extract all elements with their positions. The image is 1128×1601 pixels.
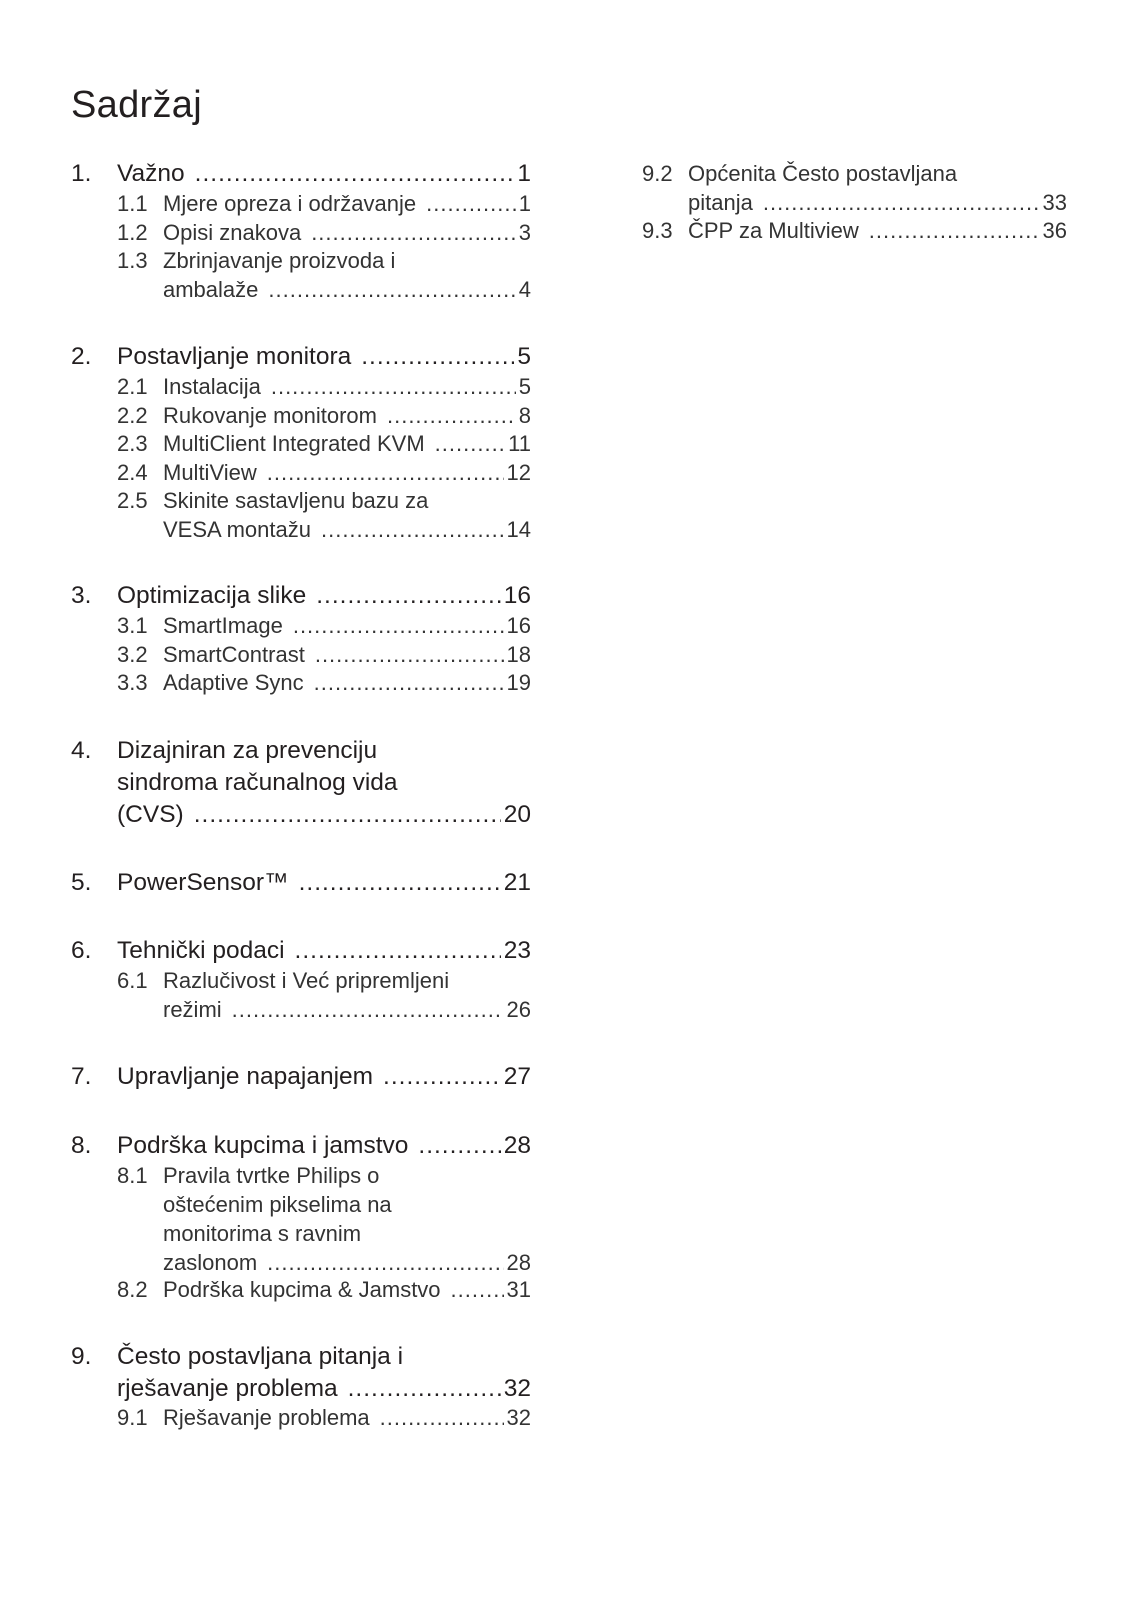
subsection-title: Općenita Često postavljana xyxy=(688,161,958,186)
subsection-number: 2.1 xyxy=(117,374,148,399)
toc-section-line xyxy=(71,735,531,767)
subsection-number: 2.2 xyxy=(117,402,148,428)
page-number: 16 xyxy=(506,613,531,638)
section-title: PowerSensor™ xyxy=(117,869,289,896)
section-number: 2. xyxy=(71,343,92,370)
dot-leader xyxy=(383,1061,501,1093)
page-number: 32 xyxy=(506,1405,531,1430)
dot-leader xyxy=(380,1403,504,1432)
section-title: Tehnički podaci xyxy=(117,937,285,964)
section-title: Dizajniran za prevenciju xyxy=(117,737,378,764)
dot-leader xyxy=(387,401,516,430)
dot-leader xyxy=(267,458,504,487)
subsection-number: 3.1 xyxy=(117,613,148,638)
dot-leader xyxy=(315,640,504,669)
section-title: Često postavljana pitanja i xyxy=(117,1343,404,1370)
page-number: 28 xyxy=(503,1132,531,1159)
subsection-title: ČPP za Multiview xyxy=(688,218,859,244)
toc-subsection-line xyxy=(71,515,531,544)
toc-section-line xyxy=(71,1061,531,1093)
page-number: 16 xyxy=(503,582,531,609)
toc-subsection-line xyxy=(71,486,531,515)
toc-subsection-line xyxy=(642,188,1067,217)
toc-subsection[interactable] xyxy=(71,372,531,401)
page-number: 21 xyxy=(503,869,531,896)
subsection-number: 3.2 xyxy=(117,641,148,667)
subsection-title: ambalaže xyxy=(163,277,259,303)
toc-section-line xyxy=(71,580,531,612)
subsection-title: pitanja xyxy=(688,190,753,215)
subsection-title: režimi xyxy=(163,997,222,1022)
page-number: 26 xyxy=(506,997,531,1022)
page-number: 19 xyxy=(506,670,531,696)
subsection-title: oštećenim pikselima na xyxy=(163,1192,392,1217)
dot-leader xyxy=(426,189,516,218)
toc-subsection-line xyxy=(71,401,531,430)
toc-section-line xyxy=(71,767,531,799)
toc-subsection[interactable] xyxy=(71,401,531,430)
toc-subsection-line xyxy=(71,275,531,304)
subsection-number: 9.2 xyxy=(642,161,673,186)
toc-subsection-line xyxy=(71,611,531,640)
subsection-number: 9.3 xyxy=(642,218,673,244)
dot-leader xyxy=(869,216,1040,245)
toc-subsection-line xyxy=(71,1248,531,1277)
dot-leader xyxy=(321,515,504,544)
toc-subsection[interactable] xyxy=(71,611,531,640)
toc-section-line xyxy=(71,867,531,899)
page-number: 5 xyxy=(518,374,531,399)
dot-leader xyxy=(348,1373,501,1405)
toc-section-line xyxy=(71,1341,531,1373)
page-number: 11 xyxy=(508,431,531,457)
toc-section[interactable] xyxy=(71,867,531,899)
toc-section[interactable] xyxy=(71,1130,531,1162)
dot-leader xyxy=(299,867,501,899)
subsection-title: Adaptive Sync xyxy=(163,670,304,696)
subsection-title: MultiClient Integrated KVM xyxy=(163,431,425,457)
page-number: 12 xyxy=(506,459,531,485)
toc-subsection-line xyxy=(71,458,531,487)
toc-section[interactable] xyxy=(71,735,531,831)
subsection-title: Opisi znakova xyxy=(163,219,302,245)
subsection-title: SmartImage xyxy=(163,613,283,638)
toc-subsection[interactable] xyxy=(71,1275,531,1304)
toc-section[interactable] xyxy=(71,341,531,373)
toc-section-line xyxy=(71,1130,531,1162)
subsection-number: 1.1 xyxy=(117,191,148,216)
page-number: 1 xyxy=(518,191,531,216)
section-title: (CVS) xyxy=(117,801,184,828)
page-number: 8 xyxy=(518,402,531,428)
subsection-number: 2.4 xyxy=(117,459,148,485)
page-number: 14 xyxy=(506,517,531,543)
section-title: Postavljanje monitora xyxy=(117,343,352,370)
subsection-number: 3.3 xyxy=(117,670,148,696)
section-number: 7. xyxy=(71,1063,92,1090)
section-title: Važno xyxy=(117,160,185,187)
toc-subsection-line xyxy=(71,1403,531,1432)
toc-subsection-line xyxy=(71,1190,531,1219)
toc-subsection-line xyxy=(71,189,531,218)
toc-subsection[interactable] xyxy=(71,429,531,458)
section-title: rješavanje problema xyxy=(117,1375,338,1402)
subsection-title: Rješavanje problema xyxy=(163,1405,370,1430)
subsection-title: VESA montažu xyxy=(163,517,311,543)
toc-subsection[interactable] xyxy=(71,458,531,487)
toc-section-line xyxy=(71,799,531,831)
dot-leader xyxy=(418,1130,500,1162)
subsection-title: Skinite sastavljenu bazu za xyxy=(163,488,429,514)
section-number: 3. xyxy=(71,582,92,609)
toc-subsection-line xyxy=(642,216,1067,245)
page-number: 5 xyxy=(517,343,531,370)
dot-leader xyxy=(271,372,516,401)
toc-subsection-line xyxy=(71,1275,531,1304)
toc-subsection-line xyxy=(71,1219,531,1248)
dot-leader xyxy=(435,429,505,458)
section-title: Podrška kupcima i jamstvo xyxy=(117,1132,409,1159)
subsection-title: Zbrinjavanje proizvoda i xyxy=(163,248,396,274)
section-number: 1. xyxy=(71,160,92,187)
section-title: sindroma računalnog vida xyxy=(117,769,398,796)
subsection-number: 6.1 xyxy=(117,968,148,993)
subsection-number: 1.3 xyxy=(117,248,148,274)
subsection-title: Rukovanje monitorom xyxy=(163,402,377,428)
dot-leader xyxy=(195,158,515,190)
subsection-title: Pravila tvrtke Philips o xyxy=(163,1163,380,1188)
section-number: 5. xyxy=(71,869,92,896)
toc-subsection-line xyxy=(71,640,531,669)
toc-subsection-line xyxy=(71,246,531,275)
toc-subsection-line xyxy=(71,218,531,247)
section-number: 8. xyxy=(71,1132,92,1159)
dot-leader xyxy=(316,580,500,612)
subsection-title: Mjere opreza i održavanje xyxy=(163,191,417,216)
page-number: 36 xyxy=(1042,218,1067,244)
dot-leader xyxy=(311,218,516,247)
toc-subsection-line xyxy=(71,1161,531,1190)
section-title: Optimizacija slike xyxy=(117,582,307,609)
toc-subsection-line xyxy=(71,995,531,1024)
toc-subsection[interactable] xyxy=(642,216,1067,245)
toc-subsection[interactable] xyxy=(71,668,531,697)
subsection-number: 9.1 xyxy=(117,1405,148,1430)
toc-subsection[interactable] xyxy=(71,1161,531,1277)
subsection-number: 8.2 xyxy=(117,1277,148,1303)
subsection-title: Razlučivost i Već pripremljeni xyxy=(163,968,450,993)
subsection-number: 2.5 xyxy=(117,488,148,514)
dot-leader xyxy=(763,188,1040,217)
toc-subsection[interactable] xyxy=(71,966,531,1024)
toc-section-line xyxy=(71,341,531,373)
subsection-title: zaslonom xyxy=(163,1250,258,1275)
subsection-title: Instalacija xyxy=(163,374,261,399)
section-title: Upravljanje napajanjem xyxy=(117,1063,374,1090)
toc-subsection[interactable] xyxy=(71,1403,531,1432)
page-number: 18 xyxy=(506,641,531,667)
section-number: 6. xyxy=(71,937,92,964)
toc-section[interactable] xyxy=(71,1341,531,1405)
dot-leader xyxy=(267,1248,503,1277)
toc-section[interactable] xyxy=(71,580,531,612)
toc-subsection[interactable] xyxy=(642,159,1067,217)
toc-subsection-line xyxy=(71,966,531,995)
toc-section[interactable] xyxy=(71,935,531,967)
subsection-number: 2.3 xyxy=(117,431,148,457)
toc-section-line xyxy=(71,935,531,967)
page-number: 1 xyxy=(517,160,531,187)
toc-subsection-line xyxy=(642,159,1067,188)
toc-section[interactable] xyxy=(71,158,531,190)
toc-subsection[interactable] xyxy=(71,640,531,669)
dot-leader xyxy=(295,935,501,967)
page-number: 28 xyxy=(506,1250,531,1275)
toc-subsection-line xyxy=(71,668,531,697)
dot-leader xyxy=(314,668,504,697)
dot-leader xyxy=(451,1275,504,1304)
subsection-title: monitorima s ravnim xyxy=(163,1221,362,1246)
page-number: 32 xyxy=(503,1375,531,1402)
section-number: 4. xyxy=(71,737,92,764)
toc-subsection-line xyxy=(71,429,531,458)
toc-section-line xyxy=(71,158,531,190)
toc-subsection[interactable] xyxy=(71,246,531,304)
subsection-number: 8.1 xyxy=(117,1163,148,1188)
page-number: 31 xyxy=(506,1277,531,1303)
subsection-title: SmartContrast xyxy=(163,641,305,667)
toc-section-line xyxy=(71,1373,531,1405)
toc-section[interactable] xyxy=(71,1061,531,1093)
page-number: 23 xyxy=(503,937,531,964)
dot-leader xyxy=(361,341,514,373)
section-number: 9. xyxy=(71,1343,92,1370)
subsection-title: Podrška kupcima & Jamstvo xyxy=(163,1277,441,1303)
toc-subsection[interactable] xyxy=(71,218,531,247)
page-number: 33 xyxy=(1042,190,1067,215)
dot-leader xyxy=(194,799,501,831)
page-number: 27 xyxy=(503,1063,531,1090)
toc-subsection[interactable] xyxy=(71,189,531,218)
dot-leader xyxy=(232,995,504,1024)
page-number: 4 xyxy=(518,277,531,303)
dot-leader xyxy=(268,275,515,304)
page-number: 20 xyxy=(503,801,531,828)
page-number: 3 xyxy=(518,219,531,245)
toc-subsection[interactable] xyxy=(71,486,531,544)
subsection-title: MultiView xyxy=(163,459,257,485)
subsection-number: 1.2 xyxy=(117,219,148,245)
toc-subsection-line xyxy=(71,372,531,401)
page-title: Sadržaj xyxy=(71,84,202,126)
dot-leader xyxy=(293,611,504,640)
